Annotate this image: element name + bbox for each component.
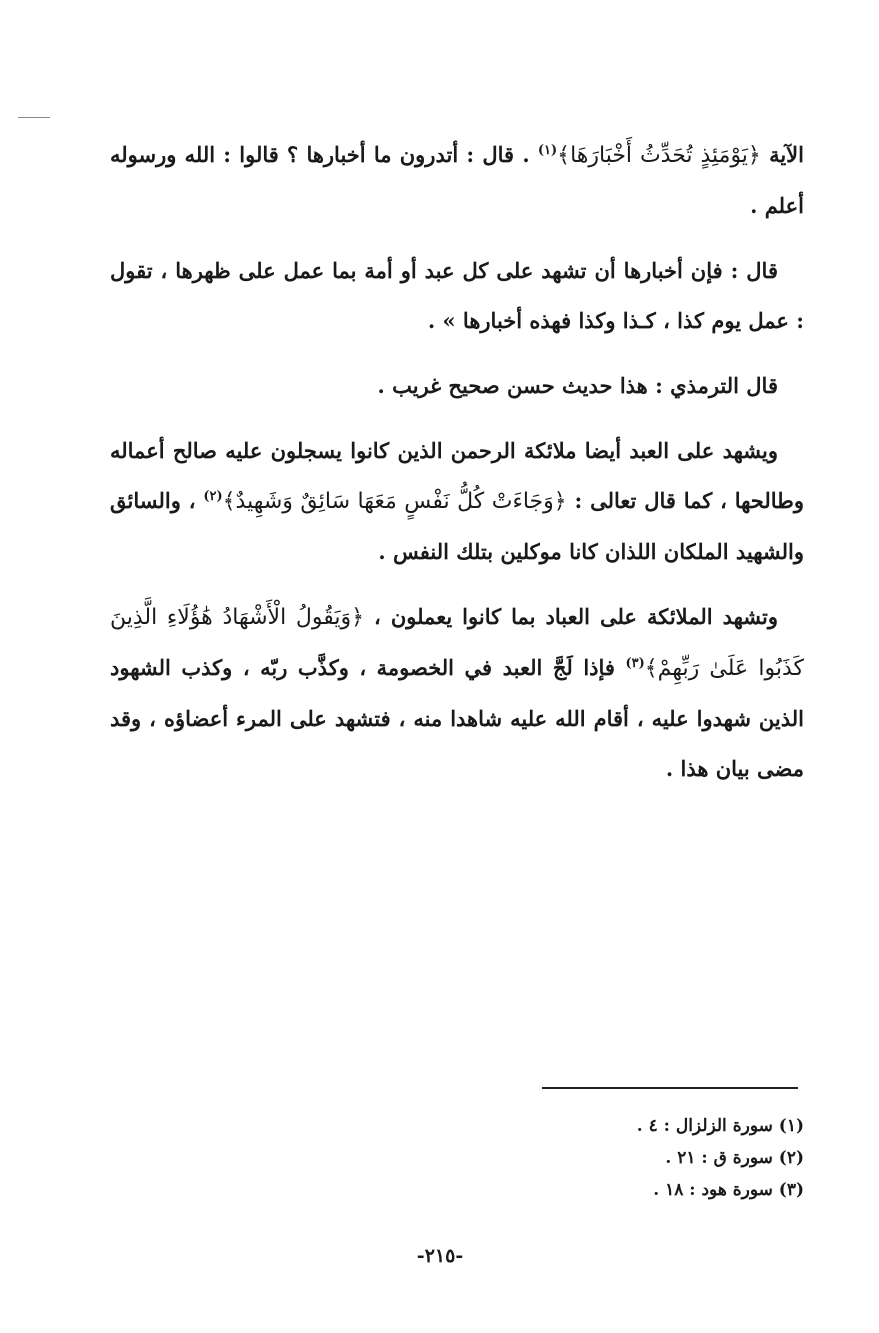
paragraph-text: . قال : أتدرون ما أخبارها ؟ قالوا : الله ورسوله أعلم . (110, 142, 804, 218)
margin-mark (18, 117, 50, 118)
paragraph-5 (110, 592, 804, 794)
paragraph-text: قال : فإن أخبارها أن تشهد على كل عبد أو أمة بما عمل على ظهرها ، تقول : عمل يوم كذا ، كـذا وكذا فهذه أخبارها » . (110, 258, 804, 333)
footnote-ref-1: (١) (537, 143, 558, 158)
paragraph-text: ويشهد على العبد أيضا ملائكة الرحمن الذين كانوا يسجلون عليه صالح أعماله وطالحها ، كما قال تعالى : (110, 438, 804, 513)
paragraph-text: الآية (760, 142, 804, 167)
footnote-1: (١) سورة الزلزال : ٤ . (636, 1116, 804, 1136)
paragraph-4 (110, 426, 804, 577)
footnote-ref-3: (٣) (625, 656, 645, 671)
footnotes (420, 1110, 804, 1206)
paragraph-text: ، والسائق والشهيد الملكان اللذان كانا موكلين بتلك النفس . (110, 488, 804, 564)
paragraph-3 (110, 361, 804, 411)
footnote-3: (٣) سورة هود : ١٨ . (653, 1180, 804, 1200)
quran-verse: ﴿وَجَاءَتْ كُلُّ نَفْسٍ مَعَهَا سَائِقٌ وَشَهِيدٌ﴾ (222, 489, 567, 514)
paragraph-text: فإذا لَجَّ العبد في الخصومة ، وكذَّب ربّه ، وكذب الشهود الذين شهدوا عليه ، أقام الله عليه شاهدا منه ، فتشهد على المرء أعضاؤه ، وقد مضى بيان هذا . (110, 655, 804, 781)
footnote-divider (542, 1087, 798, 1089)
paragraph-2 (110, 246, 804, 346)
page-number: -٢١٥- (416, 1245, 464, 1267)
quran-verse: ﴿يَوْمَئِذٍ تُحَدِّثُ أَخْبَارَهَا﴾ (557, 143, 761, 168)
main-text (110, 130, 804, 809)
footnote-ref-2: (٢) (203, 489, 223, 504)
quran-verse: ﴿وَيَقُولُ الْأَشْهَادُ هَٰؤُلَاءِ الَّذِينَ كَذَبُوا عَلَىٰ رَبِّهِمْ﴾ (110, 605, 804, 681)
footnote-2: (٢) سورة ق : ٢١ . (665, 1148, 804, 1168)
paragraph-1 (110, 130, 804, 231)
paragraph-text: وتشهد الملائكة على العباد بما كانوا يعملون ، (364, 604, 778, 629)
paragraph-text: قال الترمذي : هذا حديث حسن صحيح غريب . (377, 373, 778, 398)
